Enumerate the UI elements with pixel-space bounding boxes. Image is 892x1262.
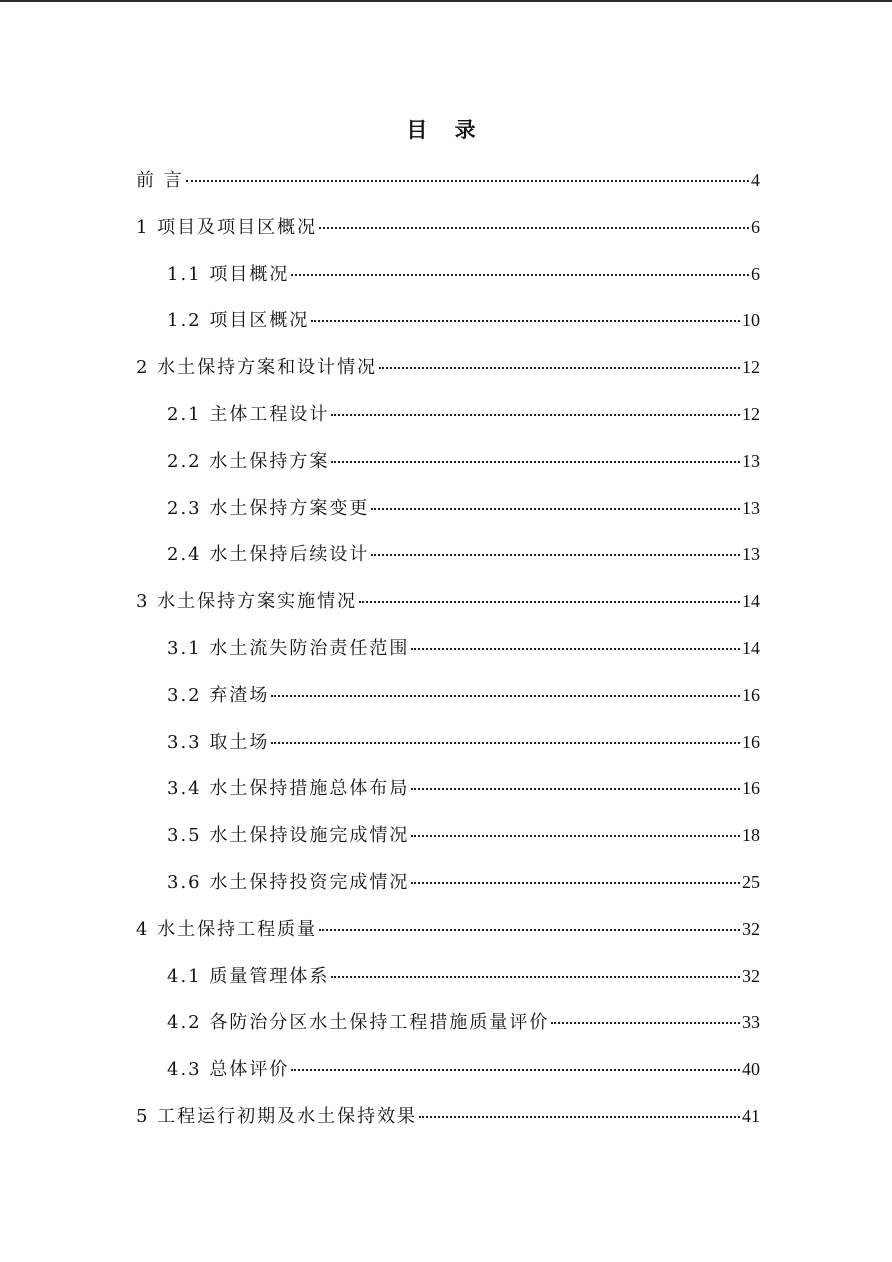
toc-entry[interactable] (136, 302, 760, 349)
toc-entry[interactable] (136, 583, 760, 630)
top-border-line (0, 0, 892, 2)
toc-entry[interactable] (136, 817, 760, 864)
dot-leader (291, 274, 749, 276)
dot-leader (311, 320, 740, 322)
toc-entry[interactable] (136, 536, 760, 583)
page-title: 目 录 (406, 117, 486, 142)
dot-leader (379, 367, 740, 369)
toc-entry[interactable] (136, 349, 760, 396)
toc-entry-page-number: 16 (742, 778, 760, 799)
toc-entry[interactable] (136, 864, 760, 911)
toc-entry-label: 前 言 (136, 170, 184, 191)
toc-entry-page-number: 14 (742, 637, 760, 658)
dot-leader (271, 742, 740, 744)
toc-entry-label: 2.3 水土保持方案变更 (167, 497, 370, 519)
dot-leader (319, 227, 749, 229)
toc-entry[interactable] (136, 209, 760, 256)
dot-leader (551, 1022, 740, 1024)
toc-entry-label: 4.3 总体评价 (167, 1059, 290, 1081)
toc-entry-label: 3.5 水土保持设施完成情况 (167, 825, 410, 847)
toc-entry[interactable] (136, 770, 760, 817)
toc-entry-label: 3.6 水土保持投资完成情况 (167, 871, 410, 893)
toc-entry-label: 2.1 主体工程设计 (167, 403, 330, 425)
toc-entry-label: 3.1 水土流失防治责任范围 (167, 637, 410, 659)
toc-entry-page-number: 6 (751, 216, 760, 237)
toc-entry-label: 4.1 质量管理体系 (167, 965, 330, 987)
toc-entry-page-number: 6 (751, 263, 760, 284)
dot-leader (411, 788, 740, 790)
toc-entry-label: 3.3 取土场 (167, 731, 270, 753)
toc-entry-page-number: 32 (742, 965, 760, 986)
toc-entry-page-number: 16 (742, 684, 760, 705)
toc-entry-label: 3.2 弃渣场 (167, 684, 270, 706)
toc-entry-label: 1.2 项目区概况 (167, 310, 310, 332)
toc-entry-page-number: 12 (742, 357, 760, 378)
toc-entry-label: 2 水土保持方案和设计情况 (136, 357, 378, 379)
toc-entry-label: 4.2 各防治分区水土保持工程措施质量评价 (167, 1012, 550, 1034)
dot-leader (411, 882, 740, 884)
toc-entry[interactable] (136, 490, 760, 537)
toc-entry[interactable] (136, 677, 760, 724)
dot-leader (319, 929, 740, 931)
toc-entry[interactable] (136, 630, 760, 677)
toc-entry-label: 3.4 水土保持措施总体布局 (167, 778, 410, 800)
table-of-contents (136, 162, 760, 1145)
toc-entry[interactable] (136, 724, 760, 771)
toc-entry-label: 3 水土保持方案实施情况 (136, 591, 358, 613)
dot-leader (371, 554, 740, 556)
dot-leader (331, 976, 740, 978)
dot-leader (331, 461, 740, 463)
dot-leader (271, 695, 740, 697)
toc-entry[interactable] (136, 1004, 760, 1051)
toc-entry-page-number: 18 (742, 825, 760, 846)
dot-leader (419, 1116, 740, 1118)
toc-entry[interactable] (136, 256, 760, 303)
toc-entry-label: 2.2 水土保持方案 (167, 450, 330, 472)
dot-leader (411, 648, 740, 650)
toc-entry-page-number: 10 (742, 310, 760, 331)
toc-entry[interactable] (136, 443, 760, 490)
toc-entry[interactable] (136, 396, 760, 443)
toc-entry-label: 4 水土保持工程质量 (136, 918, 318, 940)
toc-entry[interactable] (136, 162, 760, 209)
dot-leader (291, 1069, 740, 1071)
toc-entry[interactable] (136, 911, 760, 958)
toc-entry-label: 1 项目及项目区概况 (136, 216, 318, 238)
toc-entry-page-number: 13 (742, 450, 760, 471)
dot-leader (186, 180, 749, 182)
toc-entry-page-number: 16 (742, 731, 760, 752)
toc-entry[interactable] (136, 958, 760, 1005)
toc-entry-page-number: 25 (742, 871, 760, 892)
toc-entry-page-number: 13 (742, 544, 760, 565)
dot-leader (331, 414, 740, 416)
toc-entry-label: 2.4 水土保持后续设计 (167, 544, 370, 566)
toc-entry-page-number: 13 (742, 497, 760, 518)
toc-entry-page-number: 4 (751, 170, 760, 190)
toc-entry-page-number: 32 (742, 918, 760, 939)
toc-entry-page-number: 14 (742, 591, 760, 612)
dot-leader (411, 835, 740, 837)
toc-entry[interactable] (136, 1098, 760, 1145)
dot-leader (359, 601, 740, 603)
toc-entry-page-number: 40 (742, 1059, 760, 1080)
toc-entry[interactable] (136, 1051, 760, 1098)
toc-entry-page-number: 33 (742, 1012, 760, 1033)
toc-entry-label: 5 工程运行初期及水土保持效果 (136, 1105, 418, 1127)
dot-leader (371, 508, 740, 510)
toc-entry-page-number: 12 (742, 403, 760, 424)
toc-entry-page-number: 41 (742, 1105, 760, 1126)
toc-entry-label: 1.1 项目概况 (167, 263, 290, 285)
